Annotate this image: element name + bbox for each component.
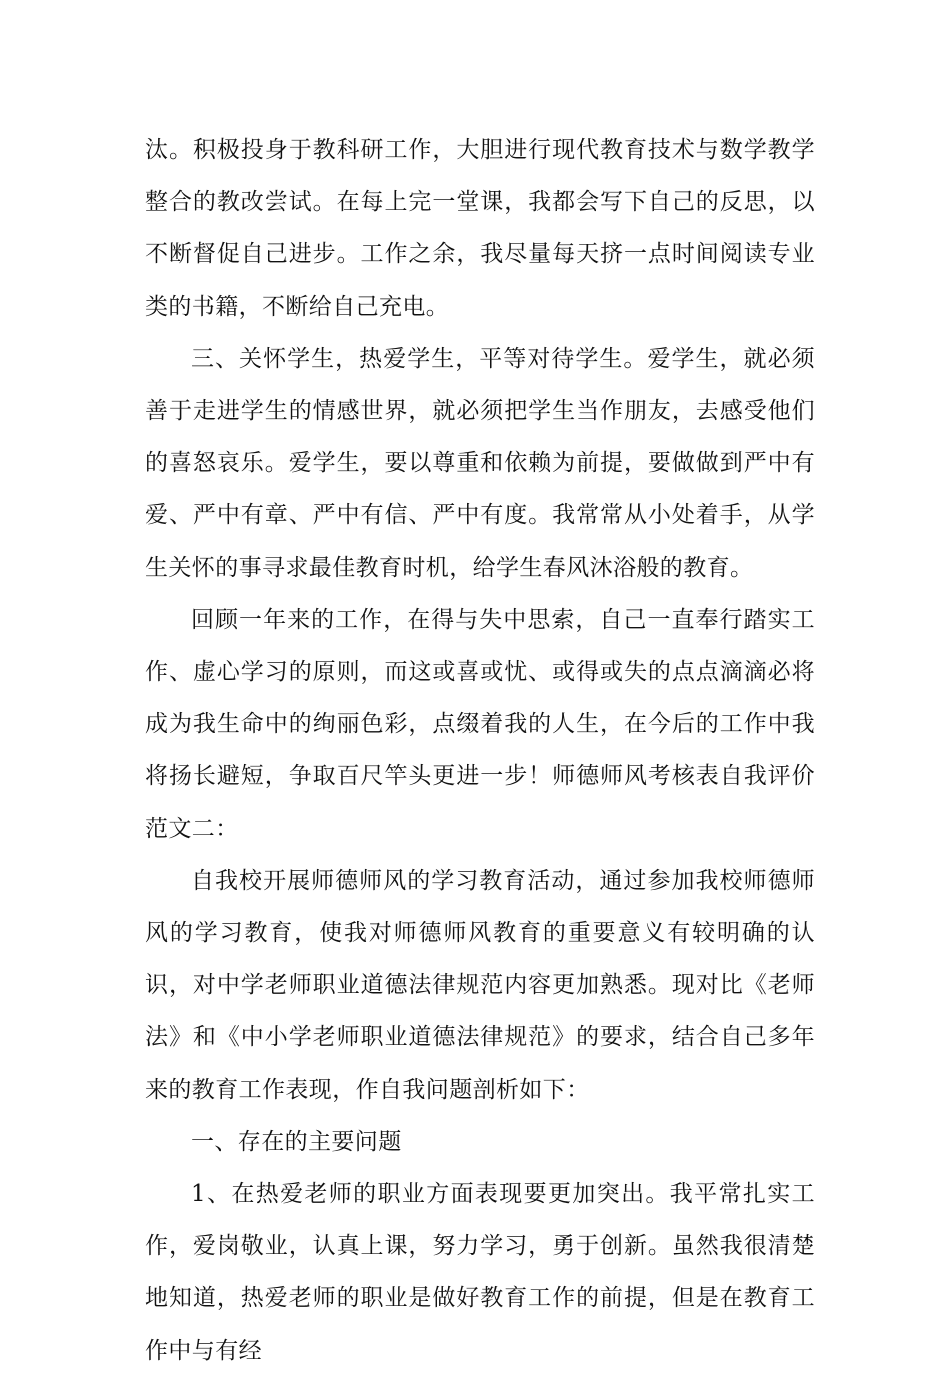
- section-heading: 一、存在的主要问题: [191, 1128, 402, 1155]
- paragraph-5: 1、在热爱老师的职业方面表现要更加突出。我平常扎实工作，爱岗敬业，认真上课，努力学习，勇于创新。虽然我很清楚地知道，热爱老师的职业是做好教育工作的前提，但是在教育工作中与有经: [145, 1181, 815, 1364]
- paragraph-1: 汰。积极投身于教科研工作，大胆进行现代教育技术与数学教学整合的教改尝试。在每上完一堂课，我都会写下自己的反思，以不断督促自己进步。工作之余，我尽量每天挤一点时间阅读专业类的书籍，不断给自己充电。: [145, 137, 815, 320]
- paragraph-4: 自我校开展师德师风的学习教育活动，通过参加我校师德师风的学习教育，使我对师德师风教育的重要意义有较明确的认识，对中学老师职业道德法律规范内容更加熟悉。现对比《老师法》和《中小学老师职业道德法律规范》的要求，结合自己多年来的教育工作表现，作自我问题剖析如下：: [145, 867, 815, 1103]
- paragraph-3: 回顾一年来的工作，在得与失中思索，自己一直奉行踏实工作、虚心学习的原则，而这或喜或忧、或得或失的点点滴滴必将成为我生命中的绚丽色彩，点缀着我的人生，在今后的工作中我将扬长避短，争取百尺竿头更进一步！师德师风考核表自我评价范文二：: [145, 606, 815, 842]
- paragraph-2: 三、关怀学生，热爱学生，平等对待学生。爱学生，就必须善于走进学生的情感世界，就必须把学生当作朋友，去感受他们的喜怒哀乐。爱学生，要以尊重和依赖为前提，要做做到严中有爱、严中有章、严中有信、严中有度。我常常从小处着手，从学生关怀的事寻求最佳教育时机，给学生春风沐浴般的教育。: [145, 345, 815, 581]
- body-text: [145, 124, 815, 1377]
